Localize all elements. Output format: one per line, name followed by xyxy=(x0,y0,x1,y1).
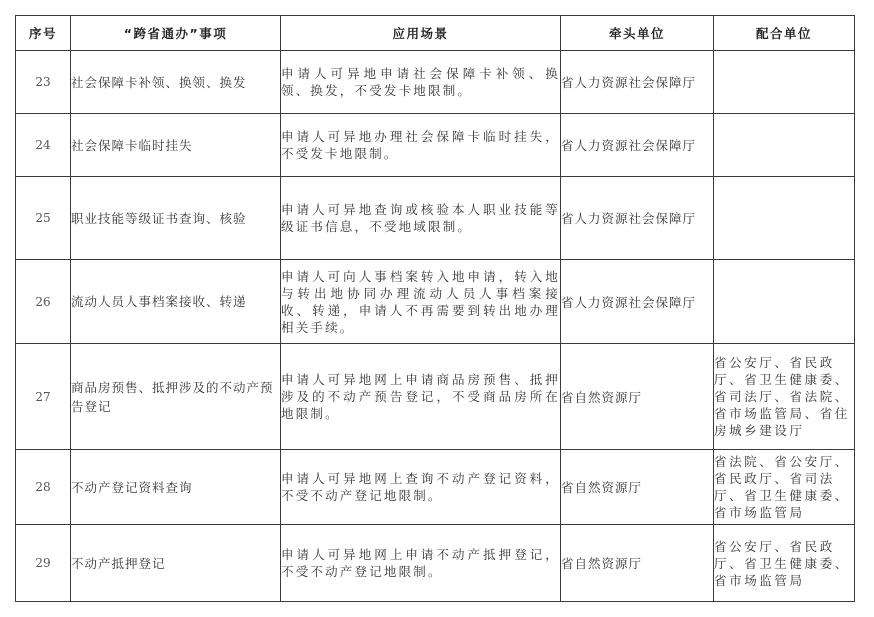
lead-unit: 省人力资源社会保障厅 xyxy=(561,51,714,114)
cooperating-units xyxy=(714,114,855,177)
cooperating-units: 省法院、省公安厅、省民政厅、省司法厅、省卫生健康委、省市场监管局 xyxy=(714,450,855,525)
application-scenario: 申请人可异地网上查询不动产登记资料，不受不动产登记地限制。 xyxy=(281,450,561,525)
application-scenario: 申请人可异地网上申请商品房预售、抵押涉及的不动产预告登记，不受商品房所在地限制。 xyxy=(281,344,561,450)
cooperating-units xyxy=(714,177,855,260)
service-item: 商品房预售、抵押涉及的不动产预告登记 xyxy=(71,344,281,450)
header-cooperating-units: 配合单位 xyxy=(714,16,855,51)
service-item: 社会保障卡补领、换领、换发 xyxy=(71,51,281,114)
serial-number: 27 xyxy=(16,344,71,450)
application-scenario: 申请人可异地查询或核验本人职业技能等级证书信息，不受地域限制。 xyxy=(281,177,561,260)
table-row xyxy=(16,450,855,525)
cooperating-units: 省公安厅、省民政厅、省卫生健康委、省司法厅、省法院、省市场监管局、省住房城乡建设厅 xyxy=(714,344,855,450)
lead-unit: 省自然资源厅 xyxy=(561,450,714,525)
service-item: 社会保障卡临时挂失 xyxy=(71,114,281,177)
table-row xyxy=(16,525,855,602)
header-serial-number: 序号 xyxy=(16,16,71,51)
cooperating-units: 省公安厅、省民政厅、省卫生健康委、省市场监管局 xyxy=(714,525,855,602)
table-row xyxy=(16,344,855,450)
table-row xyxy=(16,51,855,114)
table-row xyxy=(16,260,855,344)
table-row xyxy=(16,114,855,177)
serial-number: 23 xyxy=(16,51,71,114)
serial-number: 26 xyxy=(16,260,71,344)
lead-unit: 省人力资源社会保障厅 xyxy=(561,114,714,177)
serial-number: 28 xyxy=(16,450,71,525)
table-row xyxy=(16,177,855,260)
application-scenario: 申请人可向人事档案转入地申请，转入地与转出地协同办理流动人员人事档案接收、转递，申请人不再需要到转出地办理相关手续。 xyxy=(281,260,561,344)
service-item: 流动人员人事档案接收、转递 xyxy=(71,260,281,344)
serial-number: 24 xyxy=(16,114,71,177)
service-item: 职业技能等级证书查询、核验 xyxy=(71,177,281,260)
lead-unit: 省自然资源厅 xyxy=(561,344,714,450)
application-scenario: 申请人可异地网上申请不动产抵押登记，不受不动产登记地限制。 xyxy=(281,525,561,602)
serial-number: 29 xyxy=(16,525,71,602)
application-scenario: 申请人可异地申请社会保障卡补领、换领、换发，不受发卡地限制。 xyxy=(281,51,561,114)
cooperating-units xyxy=(714,260,855,344)
header-application-scenario: 应用场景 xyxy=(281,16,561,51)
serial-number: 25 xyxy=(16,177,71,260)
lead-unit: 省人力资源社会保障厅 xyxy=(561,177,714,260)
header-lead-unit: 牵头单位 xyxy=(561,16,714,51)
table-header-row xyxy=(16,16,855,51)
lead-unit: 省人力资源社会保障厅 xyxy=(561,260,714,344)
cooperating-units xyxy=(714,51,855,114)
lead-unit: 省自然资源厅 xyxy=(561,525,714,602)
application-scenario: 申请人可异地办理社会保障卡临时挂失，不受发卡地限制。 xyxy=(281,114,561,177)
service-item: 不动产抵押登记 xyxy=(71,525,281,602)
service-item: 不动产登记资料查询 xyxy=(71,450,281,525)
header-service-item: “跨省通办”事项 xyxy=(71,16,281,51)
cross-province-services-table xyxy=(15,15,855,602)
